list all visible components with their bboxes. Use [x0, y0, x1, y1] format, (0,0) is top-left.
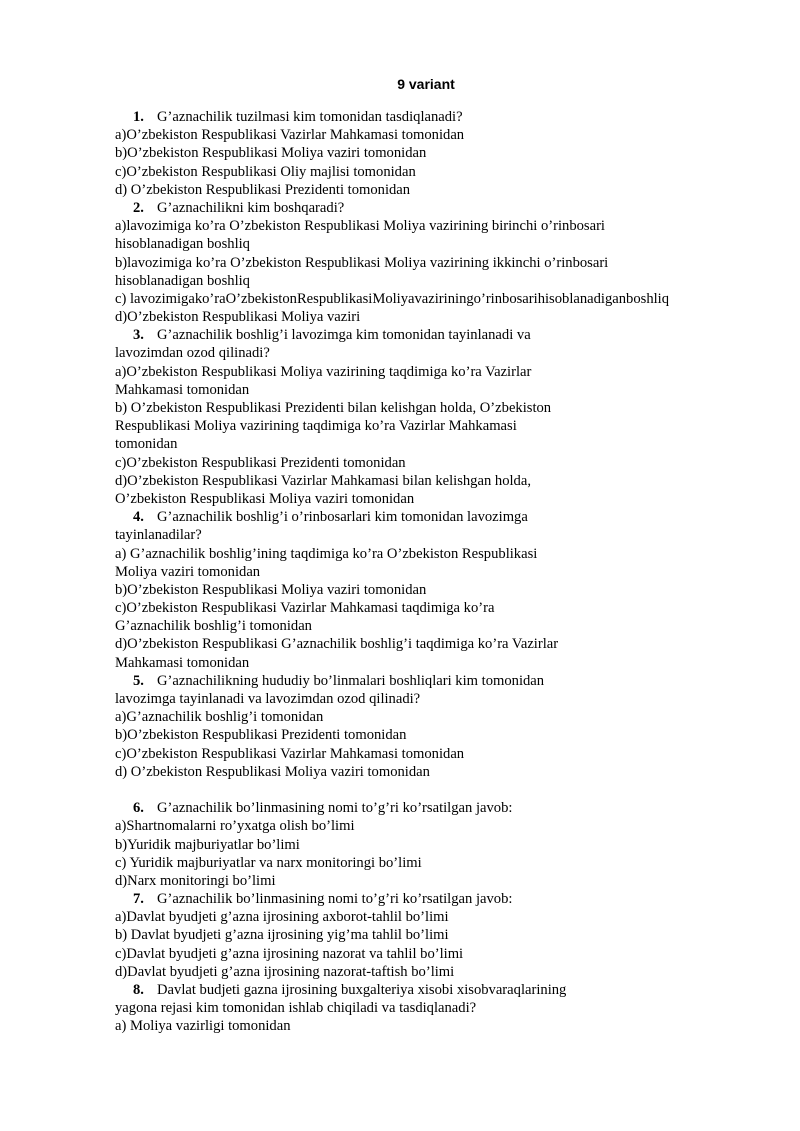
answer-option-continued: hisoblanadigan boshliq: [115, 272, 250, 289]
answer-option: c) lavozimigako’raO’zbekistonRespublikasiMoliyavaziriningo’rinbosarihisoblanadiganboshliq: [115, 290, 670, 307]
question-block: [115, 108, 775, 199]
question-text: [115, 199, 775, 217]
question-text: [115, 981, 775, 999]
answer-option: b) O’zbekiston Respublikasi Prezidenti bilan kelishgan holda, O’zbekiston: [115, 400, 552, 416]
question-text-span: G’aznachilik bo’linmasining nomi to’g’ri ko’rsatilgan javob:: [157, 891, 513, 908]
question-number: 4.: [133, 509, 144, 526]
question-text-continued: lavozimdan ozod qilinadi?: [115, 345, 270, 362]
question-block: [115, 799, 775, 890]
answer-option: c)O’zbekiston Respublikasi Vazirlar Mahkamasi tomonidan: [115, 745, 465, 762]
answer-option: a)G’aznachilik boshlig’i tomonidan: [115, 709, 324, 726]
question-text-span: G’aznachilik boshlig’i lavozimga kim tomonidan tayinlanadi va: [157, 327, 531, 344]
answer-option: b)lavozimiga ko’ra O’zbekiston Respublikasi Moliya vazirining ikkinchi o’rinbosari: [115, 254, 609, 271]
answer-option: d) O’zbekiston Respublikasi Moliya vaziri tomonidan: [115, 763, 430, 780]
question-text: [115, 326, 775, 344]
answer-option: c)O’zbekiston Respublikasi Vazirlar Mahkamasi taqdimiga ko’ra: [115, 600, 495, 617]
answer-option: c)Davlat byudjeti g’azna ijrosining nazorat va tahlil bo’limi: [115, 945, 464, 962]
question-block: [115, 326, 775, 508]
question-text: [115, 508, 775, 526]
question-block: [115, 981, 775, 1036]
answer-option-continued: G’aznachilik boshlig’i tomonidan: [115, 618, 312, 635]
question-number: 2.: [133, 199, 144, 216]
question-block: [115, 199, 775, 326]
question-number: 3.: [133, 327, 144, 344]
question-text-span: Davlat budjeti gazna ijrosining buxgalteriya xisobi xisobvaraqlarining: [157, 982, 567, 998]
page-title: 9 variant: [397, 76, 455, 92]
question-list: [115, 108, 775, 1036]
question-text: [115, 672, 775, 690]
answer-option: c)O’zbekiston Respublikasi Oliy majlisi tomonidan: [115, 163, 416, 180]
question-number: 7.: [133, 891, 144, 908]
answer-option: d)O’zbekiston Respublikasi Moliya vaziri: [115, 309, 361, 326]
answer-option-continued: hisoblanadigan boshliq: [115, 236, 250, 253]
question-text: [115, 108, 775, 126]
answer-option-continued: O’zbekiston Respublikasi Moliya vaziri tomonidan: [115, 490, 415, 507]
question-number: 5.: [133, 672, 144, 689]
answer-option: a) G’aznachilik boshlig’ining taqdimiga ko’ra O’zbekiston Respublikasi: [115, 545, 538, 562]
answer-option: a)O’zbekiston Respublikasi Vazirlar Mahkamasi tomonidan: [115, 127, 465, 144]
question-text: [115, 799, 775, 817]
answer-option: d)Davlat byudjeti g’azna ijrosining nazorat-taftish bo’limi: [115, 963, 455, 980]
question-text-span: G’aznachilik boshlig’i o’rinbosarlari kim tomonidan lavozimga: [157, 509, 528, 526]
blank-line: [115, 781, 775, 799]
answer-option: a)Davlat byudjeti g’azna ijrosining axborot-tahlil bo’limi: [115, 909, 449, 926]
question-text-span: G’aznachilik bo’linmasining nomi to’g’ri ko’rsatilgan javob:: [157, 800, 513, 817]
question-number: 6.: [133, 800, 144, 817]
question-text-continued: yagona rejasi kim tomonidan ishlab chiqiladi va tasdiqlanadi?: [115, 1000, 477, 1017]
question-text-span: G’aznachilikning hududiy bo’linmalari boshliqlari kim tomonidan: [157, 672, 545, 689]
question-text-span: G’aznachilikni kim boshqaradi?: [157, 199, 345, 216]
answer-option: c) Yuridik majburiyatlar va narx monitoringi bo’limi: [115, 854, 422, 871]
answer-option: a)O’zbekiston Respublikasi Moliya vazirining taqdimiga ko’ra Vazirlar: [115, 363, 532, 380]
answer-option: b)Yuridik majburiyatlar bo’limi: [115, 836, 300, 853]
answer-option: d) O’zbekiston Respublikasi Prezidenti tomonidan: [115, 181, 411, 198]
answer-option-continued: Respublikasi Moliya vazirining taqdimiga ko’ra Vazirlar Mahkamasi: [115, 418, 517, 435]
answer-option: c)O’zbekiston Respublikasi Prezidenti tomonidan: [115, 454, 406, 471]
answer-option: a)lavozimiga ko’ra O’zbekiston Respublikasi Moliya vazirining birinchi o’rinbosari: [115, 218, 605, 235]
answer-option: d)O’zbekiston Respublikasi Vazirlar Mahkamasi bilan kelishgan holda,: [115, 472, 531, 489]
question-text-continued: tayinlanadilar?: [115, 527, 202, 544]
question-text-continued: lavozimga tayinlanadi va lavozimdan ozod qilinadi?: [115, 691, 421, 707]
answer-option: a)Shartnomalarni ro’yxatga olish bo’limi: [115, 818, 355, 835]
question-text-span: G’aznachilik tuzilmasi kim tomonidan tasdiqlanadi?: [157, 109, 463, 125]
answer-option: b) Davlat byudjeti g’azna ijrosining yig’ma tahlil bo’limi: [115, 927, 449, 944]
question-text: [115, 890, 775, 908]
answer-option: d)O’zbekiston Respublikasi G’aznachilik boshlig’i taqdimiga ko’ra Vazirlar: [115, 636, 559, 653]
answer-option-continued: Moliya vaziri tomonidan: [115, 563, 261, 580]
answer-option: a) Moliya vazirligi tomonidan: [115, 1018, 291, 1035]
answer-option-continued: tomonidan: [115, 436, 178, 453]
answer-option: d)Narx monitoringi bo’limi: [115, 872, 276, 889]
question-block: [115, 672, 775, 781]
question-block: [115, 508, 775, 672]
answer-option: b)O’zbekiston Respublikasi Moliya vaziri tomonidan: [115, 581, 427, 598]
question-number: 8.: [133, 982, 144, 998]
question-block: [115, 890, 775, 981]
answer-option-continued: Mahkamasi tomonidan: [115, 381, 250, 398]
answer-option: b)O’zbekiston Respublikasi Prezidenti tomonidan: [115, 727, 407, 744]
answer-option: b)O’zbekiston Respublikasi Moliya vaziri tomonidan: [115, 145, 427, 162]
question-number: 1.: [133, 109, 144, 125]
answer-option-continued: Mahkamasi tomonidan: [115, 654, 250, 671]
